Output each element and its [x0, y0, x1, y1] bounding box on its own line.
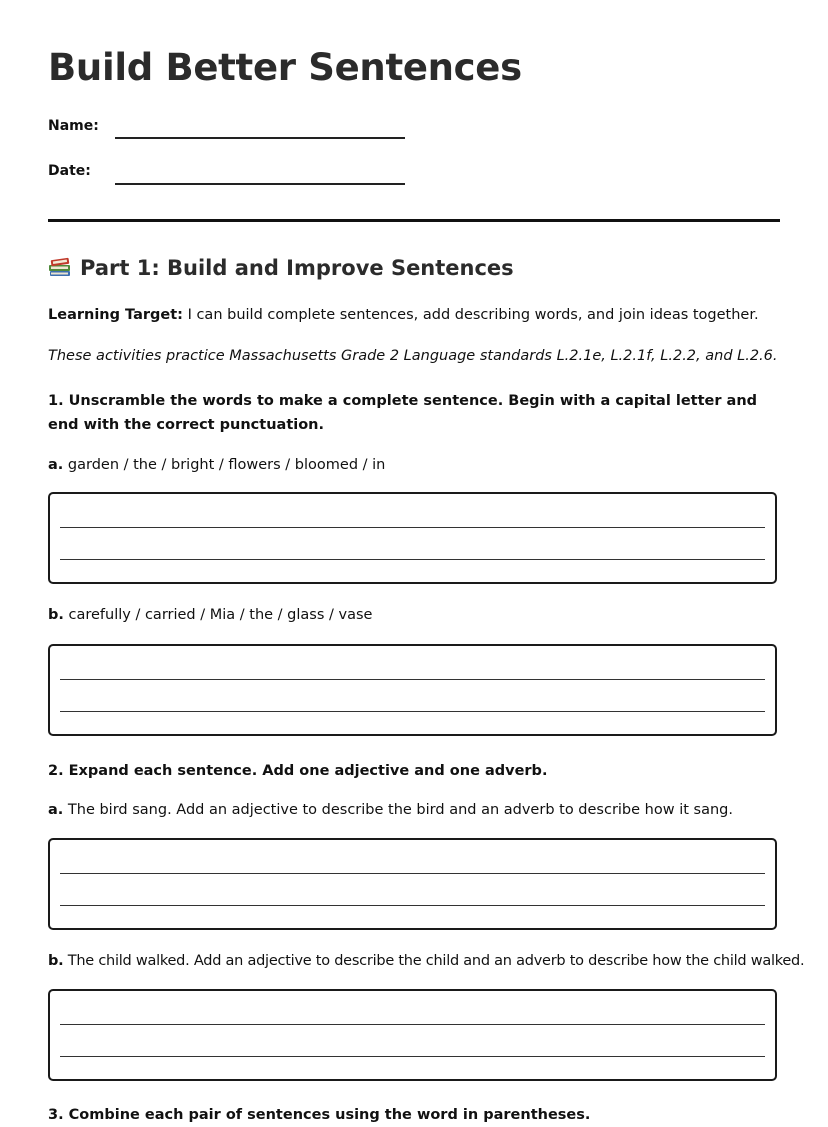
question-1b-label: b.: [48, 607, 64, 623]
learning-target: [48, 307, 759, 323]
question-2-prompt: 2. Expand each sentence. Add one adjective and one adverb.: [48, 763, 548, 779]
answer-box-2a[interactable]: [48, 838, 777, 930]
date-label: Date:: [48, 163, 91, 179]
learning-target-label: Learning Target:: [48, 307, 183, 323]
part1-heading: [48, 256, 514, 283]
question-2a-label: a.: [48, 802, 64, 818]
question-1a-text: garden / the / bright / flowers / bloomed / in: [63, 457, 386, 473]
answer-box-2b[interactable]: [48, 989, 777, 1081]
name-field[interactable]: [115, 137, 405, 139]
question-1-prompt: 1. Unscramble the words to make a complete sentence. Begin with a capital letter and end with the correct punctuation.: [48, 393, 758, 433]
question-1b: [48, 607, 372, 623]
question-2b-label: b.: [48, 953, 64, 969]
question-1a-label: a.: [48, 457, 64, 473]
date-field[interactable]: [115, 183, 405, 185]
writing-line: [60, 905, 765, 906]
question-1b-text: carefully / carried / Mia / the / glass / vase: [63, 607, 373, 623]
writing-line: [60, 873, 765, 874]
part1-heading-text: Part 1: Build and Improve Sentences: [80, 256, 514, 280]
writing-line: [60, 559, 765, 560]
question-3-prompt: 3. Combine each pair of sentences using the word in parentheses.: [48, 1107, 591, 1123]
question-2a-text: The bird sang. Add an adjective to describe the bird and an adverb to describe how it sang.: [63, 802, 733, 818]
books-icon: [48, 256, 72, 283]
answer-box-1a[interactable]: [48, 492, 777, 584]
writing-line: [60, 679, 765, 680]
writing-line: [60, 1024, 765, 1025]
page-title: Build Better Sentences: [48, 46, 522, 89]
answer-box-1b[interactable]: [48, 644, 777, 736]
name-label: Name:: [48, 118, 99, 134]
writing-line: [60, 711, 765, 712]
question-2b-text: The child walked. Add an adjective to describe the child and an adverb to describe how the child walked.: [63, 953, 805, 969]
standards-note: These activities practice Massachusetts Grade 2 Language standards L.2.1e, L.2.1f, L.2.2, and L.2.6.: [48, 348, 778, 364]
question-1a: [48, 457, 385, 473]
writing-line: [60, 1056, 765, 1057]
learning-target-text: I can build complete sentences, add describing words, and join ideas together.: [182, 307, 759, 323]
writing-line: [60, 527, 765, 528]
question-2a: [48, 802, 733, 818]
header-divider: [48, 219, 780, 222]
question-2b: [48, 953, 804, 969]
